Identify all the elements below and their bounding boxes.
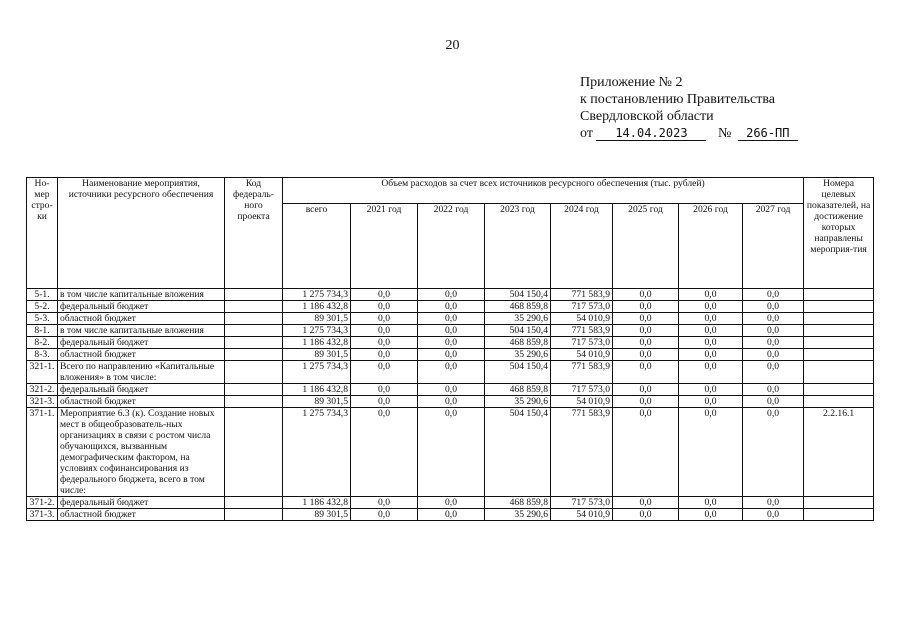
row-target bbox=[804, 509, 874, 521]
row-2023: 468 859,8 bbox=[485, 384, 551, 396]
row-number: 8-3. bbox=[27, 349, 58, 361]
row-2025: 0,0 bbox=[613, 349, 679, 361]
header-2023: 2023 год bbox=[485, 204, 551, 289]
row-2027: 0,0 bbox=[743, 509, 804, 521]
row-2021: 0,0 bbox=[351, 509, 418, 521]
row-2023: 504 150,4 bbox=[485, 361, 551, 384]
row-code bbox=[225, 313, 283, 325]
header-2024: 2024 год bbox=[551, 204, 613, 289]
row-2027: 0,0 bbox=[743, 361, 804, 384]
row-number: 5-3. bbox=[27, 313, 58, 325]
row-2027: 0,0 bbox=[743, 497, 804, 509]
row-code bbox=[225, 337, 283, 349]
row-2025: 0,0 bbox=[613, 396, 679, 408]
row-2025: 0,0 bbox=[613, 509, 679, 521]
row-2024: 771 583,9 bbox=[551, 289, 613, 301]
header-2022: 2022 год bbox=[418, 204, 485, 289]
row-2022: 0,0 bbox=[418, 384, 485, 396]
row-name: федеральный бюджет bbox=[58, 497, 225, 509]
row-2023: 504 150,4 bbox=[485, 325, 551, 337]
row-2022: 0,0 bbox=[418, 313, 485, 325]
annex-line-2: к постановлению Правительства bbox=[580, 92, 776, 107]
row-code bbox=[225, 497, 283, 509]
row-name: в том числе капитальные вложения bbox=[58, 325, 225, 337]
row-2024: 54 010,9 bbox=[551, 396, 613, 408]
row-2023: 504 150,4 bbox=[485, 408, 551, 497]
annex-title: Приложение № 2 bbox=[580, 75, 683, 90]
table-row bbox=[27, 337, 874, 349]
row-2021: 0,0 bbox=[351, 325, 418, 337]
header-2021: 2021 год bbox=[351, 204, 418, 289]
table-row bbox=[27, 361, 874, 384]
row-2024: 717 573,0 bbox=[551, 301, 613, 313]
row-target bbox=[804, 361, 874, 384]
row-2024: 717 573,0 bbox=[551, 497, 613, 509]
row-2026: 0,0 bbox=[679, 349, 743, 361]
row-2027: 0,0 bbox=[743, 349, 804, 361]
row-2023: 468 859,8 bbox=[485, 497, 551, 509]
number-label: № bbox=[717, 126, 732, 141]
table-row bbox=[27, 325, 874, 337]
row-target bbox=[804, 301, 874, 313]
row-total: 1 275 734,3 bbox=[283, 325, 351, 337]
row-2021: 0,0 bbox=[351, 337, 418, 349]
row-2022: 0,0 bbox=[418, 396, 485, 408]
row-2026: 0,0 bbox=[679, 497, 743, 509]
row-name: федеральный бюджет bbox=[58, 337, 225, 349]
row-2021: 0,0 bbox=[351, 396, 418, 408]
row-2025: 0,0 bbox=[613, 337, 679, 349]
row-2023: 504 150,4 bbox=[485, 289, 551, 301]
table-row bbox=[27, 396, 874, 408]
row-code bbox=[225, 301, 283, 313]
row-2027: 0,0 bbox=[743, 301, 804, 313]
row-target: 2.2.16.1 bbox=[804, 408, 874, 497]
row-number: 371-3. bbox=[27, 509, 58, 521]
annex-line-3: Свердловской области bbox=[580, 109, 714, 124]
row-2023: 468 859,8 bbox=[485, 301, 551, 313]
row-code bbox=[225, 325, 283, 337]
row-2025: 0,0 bbox=[613, 384, 679, 396]
row-number: 5-2. bbox=[27, 301, 58, 313]
row-2024: 54 010,9 bbox=[551, 349, 613, 361]
row-2026: 0,0 bbox=[679, 509, 743, 521]
row-total: 1 275 734,3 bbox=[283, 289, 351, 301]
row-target bbox=[804, 337, 874, 349]
table-row bbox=[27, 497, 874, 509]
row-code bbox=[225, 408, 283, 497]
annex-date-line bbox=[580, 125, 798, 142]
row-name: областной бюджет bbox=[58, 396, 225, 408]
table-row bbox=[27, 384, 874, 396]
from-label: от bbox=[580, 126, 593, 141]
row-2023: 35 290,6 bbox=[485, 396, 551, 408]
row-2021: 0,0 bbox=[351, 408, 418, 497]
row-2023: 35 290,6 bbox=[485, 349, 551, 361]
row-2026: 0,0 bbox=[679, 408, 743, 497]
row-code bbox=[225, 509, 283, 521]
row-2021: 0,0 bbox=[351, 361, 418, 384]
header-name: Наименование мероприятия, источники ресурсного обеспечения bbox=[58, 178, 225, 289]
row-number: 371-1. bbox=[27, 408, 58, 497]
row-total: 1 186 432,8 bbox=[283, 301, 351, 313]
table-body bbox=[27, 289, 874, 521]
row-2027: 0,0 bbox=[743, 408, 804, 497]
row-target bbox=[804, 349, 874, 361]
row-2022: 0,0 bbox=[418, 337, 485, 349]
row-name: федеральный бюджет bbox=[58, 384, 225, 396]
row-2023: 35 290,6 bbox=[485, 509, 551, 521]
row-2022: 0,0 bbox=[418, 289, 485, 301]
row-total: 1 275 734,3 bbox=[283, 361, 351, 384]
row-target bbox=[804, 289, 874, 301]
row-2023: 35 290,6 bbox=[485, 313, 551, 325]
row-2024: 54 010,9 bbox=[551, 313, 613, 325]
header-2026: 2026 год bbox=[679, 204, 743, 289]
row-2022: 0,0 bbox=[418, 301, 485, 313]
header-code: Код федераль-ного проекта bbox=[225, 178, 283, 289]
row-name: федеральный бюджет bbox=[58, 301, 225, 313]
row-2024: 54 010,9 bbox=[551, 509, 613, 521]
row-total: 1 275 734,3 bbox=[283, 408, 351, 497]
row-total: 89 301,5 bbox=[283, 313, 351, 325]
row-target bbox=[804, 313, 874, 325]
row-2026: 0,0 bbox=[679, 289, 743, 301]
row-2021: 0,0 bbox=[351, 289, 418, 301]
row-2021: 0,0 bbox=[351, 313, 418, 325]
row-target bbox=[804, 384, 874, 396]
row-2026: 0,0 bbox=[679, 361, 743, 384]
row-number: 321-2. bbox=[27, 384, 58, 396]
row-2021: 0,0 bbox=[351, 497, 418, 509]
row-2025: 0,0 bbox=[613, 289, 679, 301]
row-total: 89 301,5 bbox=[283, 396, 351, 408]
header-volume: Объем расходов за счет всех источников ресурсного обеспечения (тыс. рублей) bbox=[283, 178, 804, 204]
row-total: 1 186 432,8 bbox=[283, 497, 351, 509]
row-number: 321-3. bbox=[27, 396, 58, 408]
row-2025: 0,0 bbox=[613, 408, 679, 497]
row-2026: 0,0 bbox=[679, 396, 743, 408]
row-total: 89 301,5 bbox=[283, 349, 351, 361]
row-name: областной бюджет bbox=[58, 349, 225, 361]
row-2022: 0,0 bbox=[418, 509, 485, 521]
header-2027: 2027 год bbox=[743, 204, 804, 289]
row-2027: 0,0 bbox=[743, 396, 804, 408]
row-name: Мероприятие 6.3 (к). Создание новых мест в общеобразователь-ных организациях в связи с ростом числа обучающихся, вызванным демографическим фактором, на условиях софинансирования из федерального бюджета, всего в том числе: bbox=[58, 408, 225, 497]
row-2022: 0,0 bbox=[418, 325, 485, 337]
resolution-date: 14.04.2023 bbox=[596, 126, 706, 141]
table-row bbox=[27, 313, 874, 325]
row-2025: 0,0 bbox=[613, 325, 679, 337]
row-code bbox=[225, 289, 283, 301]
header-targets: Номера целевых показателей, на достижение которых направлены мероприя-тия bbox=[804, 178, 874, 289]
table-row bbox=[27, 408, 874, 497]
row-2027: 0,0 bbox=[743, 289, 804, 301]
row-2027: 0,0 bbox=[743, 337, 804, 349]
table-row bbox=[27, 509, 874, 521]
row-total: 1 186 432,8 bbox=[283, 384, 351, 396]
resolution-number: 266-ПП bbox=[738, 126, 798, 141]
annex-block bbox=[580, 74, 798, 142]
row-name: в том числе капитальные вложения bbox=[58, 289, 225, 301]
row-2021: 0,0 bbox=[351, 384, 418, 396]
row-2026: 0,0 bbox=[679, 325, 743, 337]
row-2021: 0,0 bbox=[351, 301, 418, 313]
row-number: 8-2. bbox=[27, 337, 58, 349]
row-2027: 0,0 bbox=[743, 325, 804, 337]
row-name: областной бюджет bbox=[58, 313, 225, 325]
row-name: Всего по направлению «Капитальные вложения» в том числе: bbox=[58, 361, 225, 384]
row-number: 321-1. bbox=[27, 361, 58, 384]
row-2025: 0,0 bbox=[613, 301, 679, 313]
header-row-number: Но-мер стро-ки bbox=[27, 178, 58, 289]
row-code bbox=[225, 361, 283, 384]
row-2027: 0,0 bbox=[743, 384, 804, 396]
row-2024: 771 583,9 bbox=[551, 361, 613, 384]
row-number: 371-2. bbox=[27, 497, 58, 509]
table-row bbox=[27, 301, 874, 313]
header-2025: 2025 год bbox=[613, 204, 679, 289]
row-2025: 0,0 bbox=[613, 361, 679, 384]
row-2022: 0,0 bbox=[418, 361, 485, 384]
header-total: всего bbox=[283, 204, 351, 289]
row-2022: 0,0 bbox=[418, 497, 485, 509]
row-2023: 468 859,8 bbox=[485, 337, 551, 349]
row-total: 89 301,5 bbox=[283, 509, 351, 521]
row-2024: 771 583,9 bbox=[551, 325, 613, 337]
row-2021: 0,0 bbox=[351, 349, 418, 361]
row-2024: 771 583,9 bbox=[551, 408, 613, 497]
page-number: 20 bbox=[445, 38, 460, 53]
row-2024: 717 573,0 bbox=[551, 337, 613, 349]
row-2024: 717 573,0 bbox=[551, 384, 613, 396]
row-2026: 0,0 bbox=[679, 301, 743, 313]
row-2025: 0,0 bbox=[613, 497, 679, 509]
row-total: 1 186 432,8 bbox=[283, 337, 351, 349]
table-row bbox=[27, 349, 874, 361]
row-target bbox=[804, 325, 874, 337]
row-target bbox=[804, 497, 874, 509]
row-code bbox=[225, 384, 283, 396]
row-target bbox=[804, 396, 874, 408]
expenses-table bbox=[26, 177, 874, 521]
row-2026: 0,0 bbox=[679, 313, 743, 325]
row-number: 5-1. bbox=[27, 289, 58, 301]
row-2025: 0,0 bbox=[613, 313, 679, 325]
row-name: областной бюджет bbox=[58, 509, 225, 521]
table-row bbox=[27, 289, 874, 301]
row-2027: 0,0 bbox=[743, 313, 804, 325]
row-2022: 0,0 bbox=[418, 408, 485, 497]
row-2026: 0,0 bbox=[679, 384, 743, 396]
row-2022: 0,0 bbox=[418, 349, 485, 361]
row-number: 8-1. bbox=[27, 325, 58, 337]
row-code bbox=[225, 396, 283, 408]
row-code bbox=[225, 349, 283, 361]
row-2026: 0,0 bbox=[679, 337, 743, 349]
